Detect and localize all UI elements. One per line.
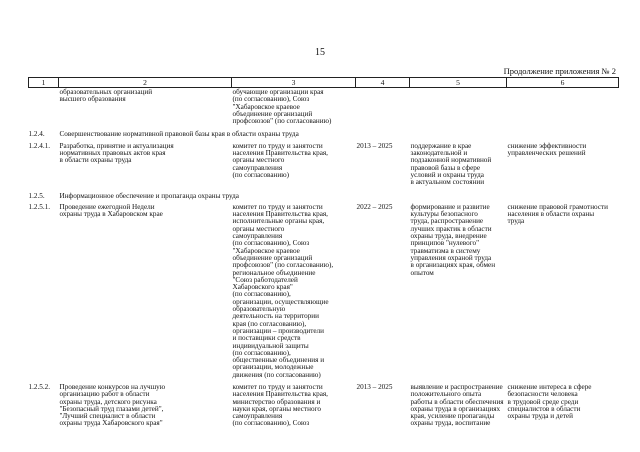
header-col-3: 3	[232, 78, 356, 88]
consequence: снижение интереса в сфере безопасности человека в трудовой среде среди специалистов в области охраны труда и детей	[507, 382, 592, 421]
consequence: снижение эффективности управленческих решений	[507, 141, 587, 158]
period: 2013 – 2025	[356, 382, 393, 391]
section-number: 1.2.4.	[28, 130, 45, 139]
executor: обучающие организации края (по согласованию), Союз "Хабаровское краевое объединение организаций профсоюзов" (по согласованию)	[232, 88, 332, 126]
expected-result: выявление и распространение положительного опыта работы в области обеспечения охраны труда в организациях края, усиление пропаганды охраны труда, воспитание	[410, 382, 504, 428]
section-title: Информационное обеспечение и пропаганда охраны труда	[59, 191, 239, 200]
header-col-6: 6	[507, 78, 619, 88]
page-number: 15	[315, 47, 325, 58]
header-col-4: 4	[356, 78, 410, 88]
program-table	[28, 77, 619, 429]
measure-name: Разработка, принятие и актуализация нормативных правовых актов края в области охраны труда	[59, 141, 174, 165]
header-col-5: 5	[410, 78, 507, 88]
measure-name: образовательных организаций высшего образования	[59, 88, 153, 104]
expected-result: формирование и развитие культуры безопасного труда, распространение лучших практик в области охраны труда, внедрение принципов "нулевого" травматизма в систему управления охраной труда в организациях края, обмен опытом	[410, 202, 496, 277]
executor: комитет по труду и занятости населения Правительства края, исполнительные органы края, органы местного самоуправления (по согласованию), Союз "Хабаровское краевое объединение организаций профсоюзов" (по согласованию), региональное объединение "Союз работодателей Хабаровского края" (по согласованию), организации, осуществляющие образовательную деятельность на территории края (по согласованию), организации – производители и поставщики средств индивидуальной защиты (по согласованию), общественные объединения и организации, молодежные движения (по согласованию)	[232, 202, 334, 379]
header-col-2: 2	[59, 78, 232, 88]
row-number: 1.2.4.1.	[28, 141, 51, 150]
row-number: 1.2.5.1.	[28, 202, 51, 211]
continuation-label: Продолжение приложения № 2	[503, 66, 616, 76]
expected-result	[410, 88, 507, 127]
table-row	[29, 142, 619, 188]
consequence: снижение правовой грамотности населения в области охраны труда	[507, 202, 608, 226]
period: 2022 – 2025	[356, 202, 393, 211]
executor: комитет по труду и занятости населения Правительства края, органы местного самоуправления (по согласованию)	[232, 141, 328, 179]
row-number	[29, 88, 59, 127]
section-number: 1.2.5.	[28, 191, 45, 200]
consequence	[507, 88, 619, 127]
section-row	[29, 126, 619, 141]
executor: комитет по труду и занятости населения Правительства края, министерство образования и науки края, органы местного самоуправления (по согласованию), Союз	[232, 382, 328, 428]
section-title: Совершенствование нормативной правовой базы края в области охраны труда	[59, 130, 299, 139]
header-row	[29, 78, 619, 88]
measure-name: Проведение конкурсов на лучшую организацию работ в области охраны труда, детского рисунка "Безопасный труд глазами детей", "Лучший специалист в области охраны труда Хабаровского края"	[59, 382, 166, 428]
section-row	[29, 188, 619, 203]
measure-name: Проведение ежегодной Недели охраны труда в Хабаровском крае	[59, 202, 163, 219]
period: 2013 – 2025	[356, 141, 393, 150]
expected-result: поддержание в крае законодательной и подзаконной нормативной правовой базы в сфере условий и охраны труда в актуальном состоянии	[410, 141, 492, 187]
table-row	[29, 88, 619, 127]
row-number: 1.2.5.2.	[28, 382, 51, 391]
header-col-1: 1	[29, 78, 59, 88]
table-row	[29, 380, 619, 429]
table-row	[29, 203, 619, 380]
period	[356, 88, 410, 127]
